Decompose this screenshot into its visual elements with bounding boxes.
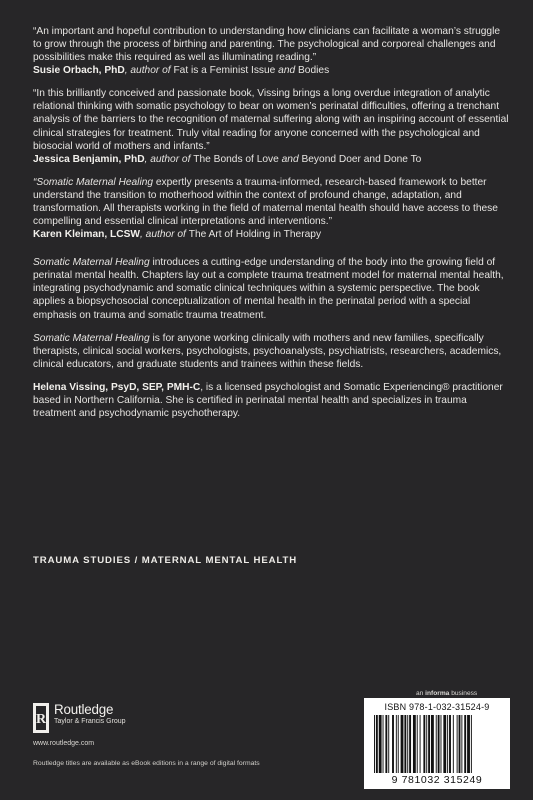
publisher-group: Taylor & Francis Group [54, 718, 126, 725]
description-paragraph-1: Somatic Maternal Healing introduces a cutting-edge understanding of the body into the growing field of perinatal mental health. Chapters lay out a complete trauma treatment model for maternal mental health, integrating psychodynamic and somatic clinical techniques within a systemic perspective. The book applies a biopsychosocial conceptualization of mental health in the perinatal period with a special emphasis on trauma and somatic trauma treatment. [33, 257, 504, 321]
author-bio: Helena Vissing, PsyD, SEP, PMH-C, is a licensed psychologist and Somatic Experiencing® practitioner based in Northern California. She is certified in perinatal mental health and specializes in trauma treatment and psychodynamic psychotherapy. [33, 381, 503, 420]
quote-orbach: “An important and hopeful contribution to understanding how clinicians can facilitate a woman’s struggle to grow through the process of birthing and parenting. The psychological and corporeal challenges and possibilities make this required as well as illuminating reading.” [33, 26, 501, 64]
publisher-url[interactable]: www.routledge.com [33, 740, 95, 747]
back-cover-text [33, 25, 511, 430]
routledge-logo-icon [33, 703, 49, 733]
quote-orbach-attribution: Susie Orbach, PhD, author of Fat is a Feminist Issue and Bodies [33, 65, 330, 77]
ebook-note: Routledge titles are available as eBook editions in a range of digital formats [33, 760, 260, 767]
quote-benjamin: “In this brilliantly conceived and passionate book, Vissing brings a long overdue integration of analytic relational thinking with somatic psychology to bear on women’s perinatal difficulties, offering a trenchant analysis of the barriers to the recognition of maternal suffering along with an inspiring account of essential clinical strategies for treatment. Truly vital reading for anyone concerned with the psychological and biosocial world of mothers and infants.” [33, 88, 509, 152]
informa-business-tag: an informa business [416, 690, 478, 697]
barcode-bars [372, 715, 502, 773]
publisher-name: Routledge [54, 702, 114, 717]
quote-kleiman: “Somatic Maternal Healing expertly presents a trauma-informed, research-based framework to better understand the transition to motherhood within the context of profound change, adaptation, and transformation. All therapists working in the field of maternal mental health should have access to these compelling and essential clinical interpretations and interventions.” [33, 176, 498, 228]
subject-category: TRAUMA STUDIES / MATERNAL MENTAL HEALTH [33, 555, 298, 566]
isbn-label: ISBN 978-1-032-31524-9 [384, 702, 490, 712]
quote-benjamin-attribution: Jessica Benjamin, PhD, author of The Bonds of Love and Beyond Doer and Done To [33, 153, 422, 165]
description-paragraph-2: Somatic Maternal Healing is for anyone working clinically with mothers and new families, specifically therapists, clinical social workers, psychologists, psychoanalysts, psychiatrists, researchers, academics, clinical educators, and graduate students and trainees within these fields. [33, 332, 502, 370]
publisher-logo [33, 703, 126, 733]
quote-kleiman-attribution: Karen Kleiman, LCSW, author of The Art of Holding in Therapy [33, 229, 322, 241]
isbn-barcode [364, 698, 510, 789]
svg-text:R: R [35, 712, 47, 727]
barcode-digits: 9 781032 315249 [391, 774, 483, 786]
